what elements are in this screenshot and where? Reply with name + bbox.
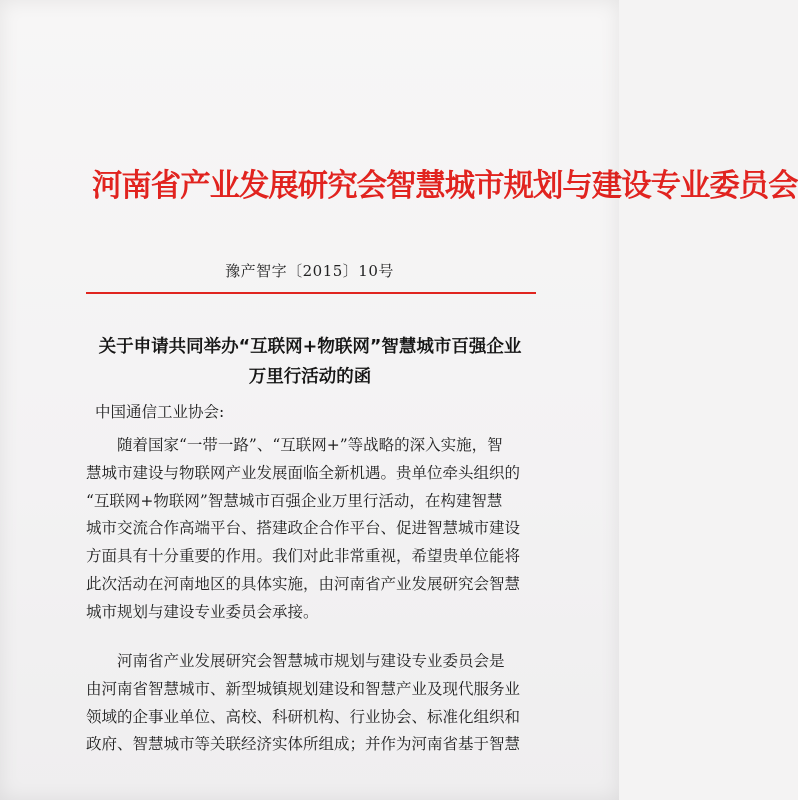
paragraph-2-line: 政府、智慧城市等关联经济实体所组成；并作为河南省基于智慧 [86, 735, 521, 754]
paragraph-2-line: 领域的企事业单位、高校、科研机构、行业协会、标准化组织和 [86, 707, 521, 726]
paragraph-1-line: “互联网+物联网”智慧城市百强企业万里行活动，在构建智慧 [86, 491, 503, 510]
paragraph-2-line: 河南省产业发展研究会智慧城市规划与建设专业委员会是 [117, 652, 505, 670]
paragraph-1-line: 随着国家“一带一路”、“互联网+”等战略的深入实施，智 [117, 436, 503, 454]
paragraph-1-line: 慧城市建设与物联网产业发展面临全新机遇。贵单位牵头组织的 [86, 463, 521, 482]
paragraph-1-line: 城市规划与建设专业委员会承接。 [86, 602, 319, 621]
paragraph-2 [86, 648, 542, 759]
red-divider-line [86, 292, 536, 294]
paragraph-2-line: 由河南省智慧城市、新型城镇规划建设和智慧产业及现代服务业 [86, 679, 521, 698]
paragraph-1-line: 方面具有十分重要的作用。我们对此非常重视，希望贵单位能将 [86, 547, 521, 566]
salutation: 中国通信工业协会: [95, 403, 225, 421]
paragraph-1 [86, 432, 542, 627]
paragraph-1-line: 城市交流合作高端平台、搭建政企合作平台、促进智慧城市建设 [86, 519, 521, 538]
document-number: 豫产智字〔2015〕10号 [225, 262, 394, 280]
letter-title-line-1: 关于申请共同举办“互联网+物联网”智慧城市百强企业 [98, 337, 522, 357]
letterhead-title: 河南省产业发展研究会智慧城市规划与建设专业委员会 [92, 168, 798, 204]
paragraph-1-line: 此次活动在河南地区的具体实施，由河南省产业发展研究会智慧 [86, 574, 521, 593]
letter-title [70, 332, 550, 392]
letter-title-line-2: 万里行活动的函 [248, 367, 372, 387]
